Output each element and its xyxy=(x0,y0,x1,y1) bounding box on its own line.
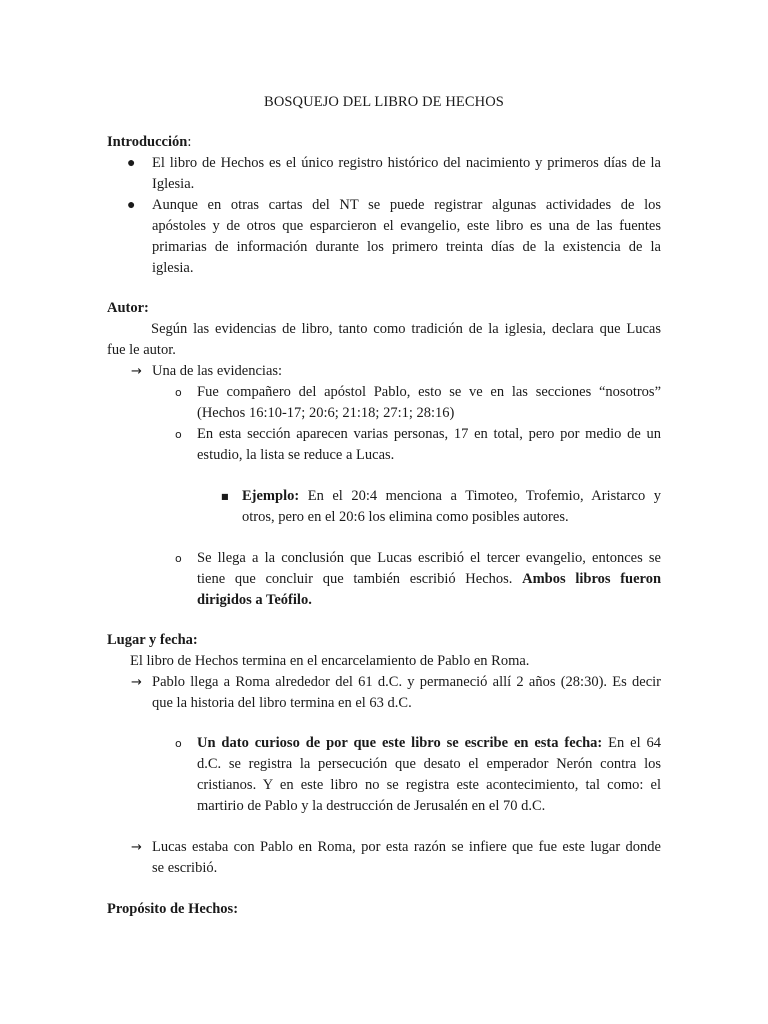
example-line-1-text: En el 20:4 menciona a Timoteo, Trofemio, Aristarco y xyxy=(307,488,662,504)
lugar-paragraph-line-1: El libro de Hechos termina en el encarcelamiento de Pablo en Roma. xyxy=(130,653,530,669)
autor-sub-item-3 xyxy=(197,548,661,611)
sub-item-3-line-2-plain: tiene que concluir que también escribió Hechos. xyxy=(197,571,513,587)
autor-paragraph-line-2: fue le autor. xyxy=(107,342,176,358)
lugar-sub-item-1-line-1 xyxy=(197,733,661,754)
page-title: BOSQUEJO DEL LIBRO DE HECHOS xyxy=(264,94,504,110)
lugar-sub-item-1 xyxy=(197,733,661,817)
arrow-right-icon: → xyxy=(131,840,142,855)
autor-paragraph-line-1: Según las evidencias de libro, tanto como tradición de la iglesia, declara que Lucas xyxy=(151,321,661,337)
autor-example-item xyxy=(242,486,661,528)
autor-heading: Autor: xyxy=(107,300,149,316)
lugar-paragraph xyxy=(130,651,661,672)
lugar-arrow-2-line-1: Lucas estaba con Pablo en Roma, por esta razón se infiere que fue este lugar donde xyxy=(152,839,661,855)
intro-bullet-1-line-1: El libro de Hechos es el único registro histórico del nacimiento y primeros días de la xyxy=(152,155,661,171)
lugar-arrow-item-2 xyxy=(152,837,661,879)
intro-bullet-1 xyxy=(152,153,661,195)
lugar-sub-item-1-line-4: martirio de Pablo y la destrucción de Jerusalén en el 70 d.C. xyxy=(197,798,546,814)
autor-example-line-2: otros, pero en el 20:6 los elimina como posibles autores. xyxy=(242,509,569,525)
autor-sub-item-3-line-2 xyxy=(197,569,661,590)
autor-arrow-item xyxy=(152,361,661,382)
proposito-heading: Propósito de Hechos: xyxy=(107,901,239,917)
square-bullet-icon: ■ xyxy=(221,492,229,501)
intro-bullet-2-line-4: iglesia. xyxy=(152,260,194,276)
autor-sub-item-2 xyxy=(197,424,661,466)
autor-sub-item-1-line-2: (Hechos 16:10-17; 20:6; 21:18; 27:1; 28:16) xyxy=(197,405,455,421)
intro-heading-text: Introducción xyxy=(107,134,188,150)
intro-bullet-2-line-2: apóstoles y de otros que esparcieron el evangelio, este libro es una de las fuentes xyxy=(152,218,661,234)
intro-heading-colon: : xyxy=(187,134,192,150)
circle-bullet-icon: o xyxy=(175,386,182,399)
bullet-icon: ● xyxy=(127,198,136,213)
autor-sub-item-1 xyxy=(197,382,661,424)
autor-sub-item-2-line-1: En esta sección aparecen varias personas, 17 en total, pero por medio de un xyxy=(197,426,661,442)
lugar-arrow-2-line-2: se escribió. xyxy=(152,860,218,876)
circle-bullet-icon: o xyxy=(175,428,182,441)
curious-fact-label: Un dato curioso de por que este libro se escribe en esta fecha: xyxy=(197,735,603,751)
intro-bullet-2-line-3: primarias de información durante los primero treinta días de la existencia de la xyxy=(152,239,661,255)
lugar-arrow-1-line-1: Pablo llega a Roma alrededor del 61 d.C. y permaneció allí 2 años (28:30). Es decir xyxy=(152,674,661,690)
autor-sub-item-2-line-2: estudio, la lista se reduce a Lucas. xyxy=(197,447,395,463)
bullet-icon: ● xyxy=(127,156,136,171)
circle-bullet-icon: o xyxy=(175,552,182,565)
lugar-sub-item-1-line-2: d.C. se registra la persecución que desato el emperador Nerón contra los xyxy=(197,756,661,772)
intro-heading xyxy=(107,132,191,153)
arrow-right-icon: → xyxy=(131,675,142,690)
autor-paragraph xyxy=(107,319,661,361)
arrow-right-icon: → xyxy=(131,364,142,379)
sub-item-3-line-3-bold: dirigidos a Teófilo. xyxy=(197,592,312,608)
intro-bullet-2-line-1: Aunque en otras cartas del NT se puede registrar algunas actividades de los xyxy=(152,197,661,213)
circle-bullet-icon: o xyxy=(175,737,182,750)
autor-sub-item-3-line-3 xyxy=(197,590,661,611)
autor-sub-item-1-line-1: Fue compañero del apóstol Pablo, esto se ve en las secciones “nosotros” xyxy=(197,384,661,400)
sub-item-3-line-2-bold: Ambos libros fueron xyxy=(522,571,662,587)
lugar-sub-item-1-line-3: cristianos. Y en este libro no se registra este acontecimiento, tal como: el xyxy=(197,777,661,793)
autor-arrow-text: Una de las evidencias: xyxy=(152,363,283,379)
lugar-arrow-item-1 xyxy=(152,672,661,714)
intro-bullet-2 xyxy=(152,195,661,279)
example-label: Ejemplo: xyxy=(242,488,300,504)
lugar-arrow-1-line-2: que la historia del libro termina en el 63 d.C. xyxy=(152,695,412,711)
autor-example-line-1 xyxy=(242,486,661,507)
intro-bullet-1-line-2: Iglesia. xyxy=(152,176,195,192)
autor-sub-item-3-line-1: Se llega a la conclusión que Lucas escribió el tercer evangelio, entonces se xyxy=(197,550,661,566)
curious-fact-line-1-text: En el 64 xyxy=(608,735,661,751)
lugar-heading: Lugar y fecha: xyxy=(107,632,198,648)
